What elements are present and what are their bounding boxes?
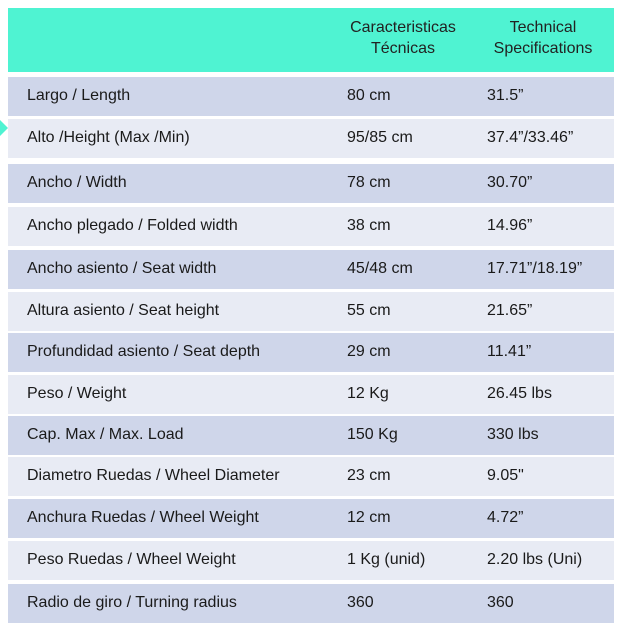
row-imperial-value: 26.45 lbs <box>487 385 552 402</box>
row-imperial-value: 37.4”/33.46” <box>487 129 574 146</box>
row-imperial-value: 4.72” <box>487 509 524 526</box>
row-label: Altura asiento / Seat height <box>27 302 220 319</box>
table-row <box>8 164 614 203</box>
header-english: Technical Specifications <box>493 19 593 57</box>
row-label: Largo / Length <box>27 87 131 104</box>
row-metric-value: 12 cm <box>347 509 391 526</box>
row-label: Diametro Ruedas / Wheel Diameter <box>27 467 280 484</box>
table-row <box>8 333 614 372</box>
table-row <box>8 416 614 455</box>
row-metric-value: 1 Kg (unid) <box>347 551 426 568</box>
row-label: Ancho / Width <box>27 174 127 191</box>
table-row <box>8 457 614 496</box>
row-imperial-value: 14.96” <box>487 217 533 234</box>
row-imperial-value: 2.20 lbs (Uni) <box>487 551 583 568</box>
row-metric-value: 29 cm <box>347 343 391 360</box>
row-imperial-value: 11.41” <box>487 343 532 360</box>
row-imperial-value: 21.65” <box>487 302 533 319</box>
row-imperial-value: 330 lbs <box>487 426 539 443</box>
row-metric-value: 78 cm <box>347 174 391 191</box>
row-metric-value: 38 cm <box>347 217 391 234</box>
accent-notch <box>0 120 8 136</box>
header-spanish: Caracteristicas Técnicas <box>350 19 456 57</box>
row-metric-value: 150 Kg <box>347 426 398 443</box>
table-row <box>8 541 614 580</box>
row-metric-value: 80 cm <box>347 87 391 104</box>
row-metric-value: 23 cm <box>347 467 391 484</box>
table-row <box>8 250 614 289</box>
row-metric-value: 360 <box>347 594 374 611</box>
table-row <box>8 77 614 116</box>
row-metric-value: 45/48 cm <box>347 260 413 277</box>
row-imperial-value: 31.5” <box>487 87 524 104</box>
table-row <box>8 375 614 414</box>
row-metric-value: 95/85 cm <box>347 129 413 146</box>
table-row <box>8 499 614 538</box>
table-row <box>8 292 614 331</box>
row-label: Radio de giro / Turning radius <box>27 594 237 611</box>
table-row <box>8 119 614 158</box>
row-label: Ancho asiento / Seat width <box>27 260 217 277</box>
row-imperial-value: 17.71”/18.19” <box>487 260 583 277</box>
row-label: Profundidad asiento / Seat depth <box>27 343 261 360</box>
row-label: Alto /Height (Max /Min) <box>27 129 190 146</box>
table-row <box>8 584 614 623</box>
row-label: Peso / Weight <box>27 385 127 402</box>
spec-table <box>8 8 614 611</box>
row-metric-value: 55 cm <box>347 302 391 319</box>
row-label: Ancho plegado / Folded width <box>27 217 238 234</box>
table-row <box>8 207 614 246</box>
row-imperial-value: 30.70” <box>487 174 533 191</box>
table-header <box>8 8 614 72</box>
row-metric-value: 12 Kg <box>347 385 389 402</box>
row-label: Cap. Max / Max. Load <box>27 426 184 443</box>
row-imperial-value: 9.05" <box>487 467 524 484</box>
row-label: Anchura Ruedas / Wheel Weight <box>27 509 259 526</box>
row-imperial-value: 360 <box>487 594 514 611</box>
row-label: Peso Ruedas / Wheel Weight <box>27 551 236 568</box>
